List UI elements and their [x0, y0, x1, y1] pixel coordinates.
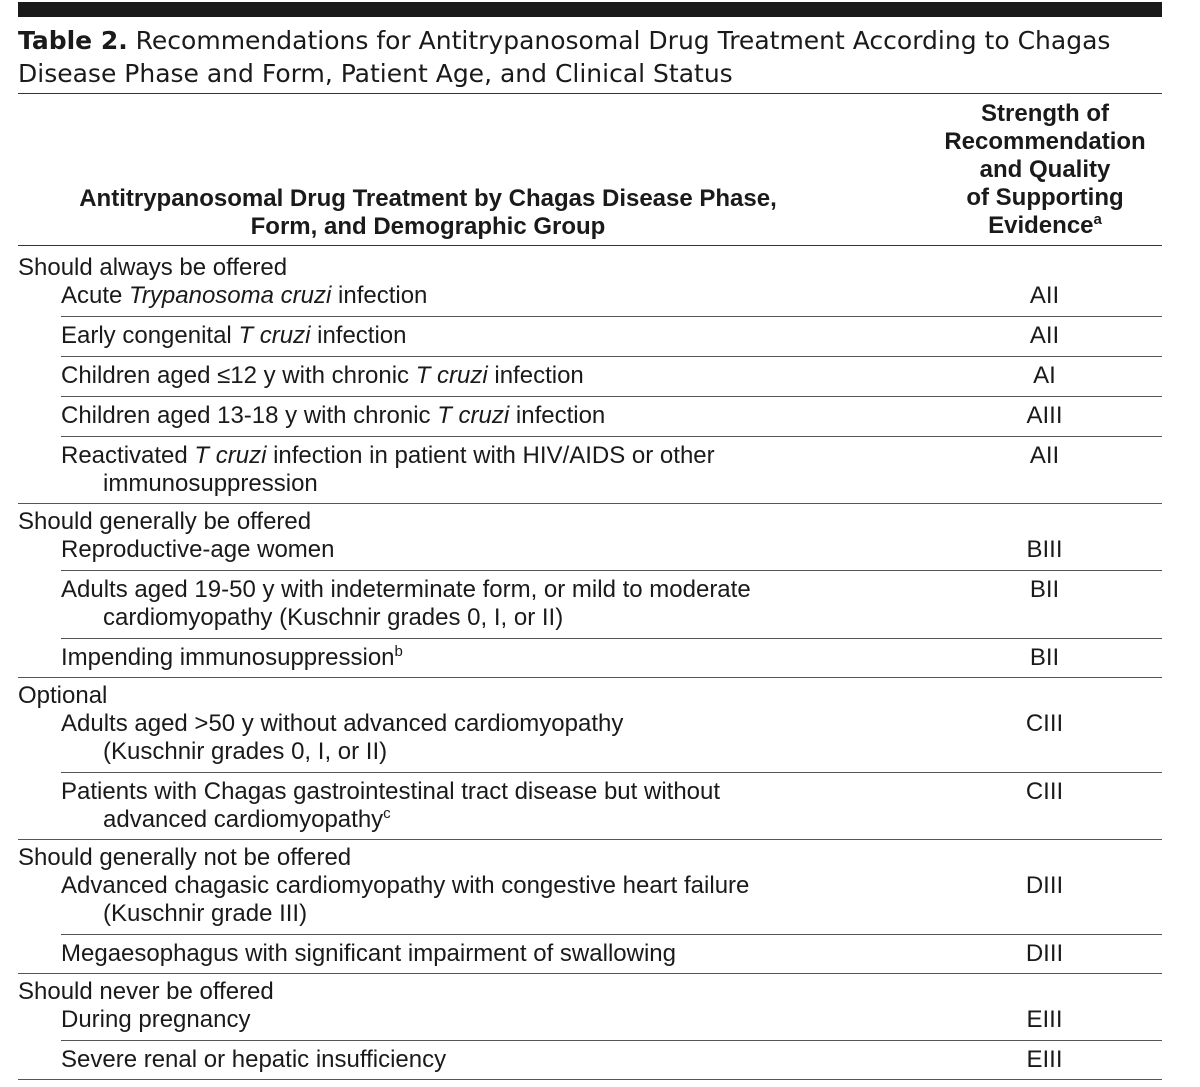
row-label-line — [61, 940, 676, 967]
row-label-text: Early congenital — [61, 322, 239, 349]
recommendation-grade: CIII — [1025, 710, 1064, 737]
column-header-strength-line: Strength of — [981, 100, 1109, 127]
row-label-text: Impending immunosuppression — [61, 644, 395, 671]
caption-text: Recommendations for Antitrypanosomal Drug Treatment According to Chagas Disease Phase and Form, Patient Age, and Clinical Status — [18, 26, 1111, 88]
caption-label: Table 2. — [18, 26, 128, 55]
row-label-text: Children aged ≤12 y with chronic — [61, 362, 416, 389]
column-header-strength-line: Recommendation — [944, 128, 1146, 155]
group-title: Should generally be offered — [18, 508, 312, 535]
row-label-text: Children aged 13-18 y with chronic — [61, 402, 438, 429]
row-label-text: infection — [310, 322, 407, 349]
row-label-text: advanced cardiomyopathy — [103, 806, 384, 833]
group-divider — [18, 1079, 1162, 1080]
footnote-marker: c — [383, 805, 391, 822]
row-label-text: Reproductive-age women — [61, 536, 335, 563]
table-row-label — [61, 1006, 881, 1034]
recommendation-grade: BII — [1029, 576, 1060, 603]
row-divider — [61, 772, 1162, 773]
row-divider — [61, 316, 1162, 317]
row-label-text: Reactivated — [61, 442, 195, 469]
row-label-line — [61, 710, 623, 737]
column-header-strength-text: Evidence — [988, 212, 1094, 239]
row-label-italic: T cruzi — [194, 442, 267, 469]
recommendation-grade: AII — [1029, 282, 1060, 309]
column-header-strength — [928, 100, 1162, 240]
table-header — [18, 100, 1162, 245]
column-header-strength-line: and Quality — [979, 156, 1111, 183]
row-divider — [61, 934, 1162, 935]
group-divider — [18, 677, 1162, 678]
recommendation-grade: DIII — [1025, 940, 1064, 967]
row-label-text: Adults aged >50 y without advanced cardiomyopathy — [61, 710, 624, 737]
row-divider — [61, 570, 1162, 571]
row-label-text: infection — [331, 282, 428, 309]
table-caption — [18, 24, 1162, 90]
column-header-treatment-line: Antitrypanosomal Drug Treatment by Chagas Disease Phase, — [79, 185, 777, 212]
column-header-treatment — [18, 185, 838, 241]
row-label-text: infection in patient with HIV/AIDS or other — [266, 442, 715, 469]
row-label-line — [61, 1046, 446, 1073]
row-label-text: (Kuschnir grade III) — [103, 900, 308, 927]
column-header-treatment-line: Form, and Demographic Group — [250, 213, 606, 240]
row-label-line — [61, 1006, 250, 1033]
row-label-continuation — [61, 900, 881, 928]
group-title: Optional — [18, 682, 108, 709]
table-row-label — [61, 1046, 881, 1074]
recommendation-grade: AI — [1033, 362, 1056, 389]
row-label-line — [61, 442, 715, 469]
group-title: Should never be offered — [18, 978, 274, 1005]
row-divider — [61, 1040, 1162, 1041]
recommendation-grade: EIII — [1026, 1006, 1063, 1033]
recommendation-grade: AII — [1029, 322, 1060, 349]
row-label-text: During pregnancy — [61, 1006, 251, 1033]
row-label-continuation — [61, 604, 881, 632]
row-label-text: Severe renal or hepatic insufficiency — [61, 1046, 447, 1073]
table-row-label — [61, 322, 881, 350]
recommendation-grade: CIII — [1025, 778, 1064, 805]
row-label-line — [61, 322, 407, 349]
row-label-text: Advanced chagasic cardiomyopathy with congestive heart failure — [61, 872, 750, 899]
row-label-italic: Trypanosoma cruzi — [129, 282, 332, 309]
row-label-continuation — [61, 470, 881, 498]
row-label-text: Megaesophagus with significant impairment of swallowing — [61, 940, 676, 967]
row-label-line — [61, 536, 334, 563]
recommendation-grade: BIII — [1026, 536, 1063, 563]
top-rule-bar — [18, 2, 1162, 17]
table-row-label — [61, 872, 881, 928]
recommendation-grade: AII — [1029, 442, 1060, 469]
row-label-line — [61, 402, 605, 429]
header-divider — [18, 245, 1162, 246]
recommendation-grade: BII — [1029, 644, 1060, 671]
group-title: Should always be offered — [18, 254, 288, 281]
row-label-continuation — [61, 806, 881, 834]
group-divider — [18, 839, 1162, 840]
footnote-marker: a — [1093, 211, 1102, 228]
row-label-text: immunosuppression — [103, 470, 318, 497]
column-header-strength-line: of Supporting — [966, 184, 1124, 211]
row-divider — [61, 356, 1162, 357]
table-row-label — [61, 576, 881, 632]
recommendation-grade: EIII — [1026, 1046, 1063, 1073]
table-row-label — [61, 362, 881, 390]
row-label-italic: T cruzi — [415, 362, 488, 389]
table-row-label — [61, 778, 881, 834]
row-label-text: infection — [487, 362, 584, 389]
group-divider — [18, 973, 1162, 974]
group-divider — [18, 503, 1162, 504]
row-label-text: (Kuschnir grades 0, I, or II) — [103, 738, 388, 765]
row-label-text: Adults aged 19-50 y with indeterminate form, or mild to moderate — [61, 576, 751, 603]
table-row-label — [61, 442, 881, 498]
group-title: Should generally not be offered — [18, 844, 352, 871]
row-divider — [61, 436, 1162, 437]
row-divider — [61, 638, 1162, 639]
table-row-label — [61, 282, 881, 310]
row-label-text: cardiomyopathy (Kuschnir grades 0, I, or II) — [103, 604, 564, 631]
row-label-text: Patients with Chagas gastrointestinal tract disease but without — [61, 778, 721, 805]
row-divider — [61, 396, 1162, 397]
column-header-strength-line — [928, 212, 1162, 240]
row-label-italic: T cruzi — [238, 322, 311, 349]
table-row-label — [61, 940, 881, 968]
table-row-label — [61, 536, 881, 564]
row-label-line — [61, 282, 427, 309]
row-label-line — [61, 778, 720, 805]
row-label-text: Acute — [61, 282, 130, 309]
caption-divider — [18, 93, 1162, 94]
row-label-line — [61, 362, 584, 389]
recommendation-grade: AIII — [1026, 402, 1063, 429]
row-label-line — [61, 644, 403, 671]
row-label-text: infection — [509, 402, 606, 429]
row-label-line — [61, 576, 751, 603]
table-row-label — [61, 402, 881, 430]
row-label-continuation — [61, 738, 881, 766]
footnote-marker: b — [394, 643, 403, 660]
row-label-line — [61, 872, 749, 899]
table-row-label — [61, 644, 881, 672]
row-label-italic: T cruzi — [437, 402, 510, 429]
recommendation-grade: DIII — [1025, 872, 1064, 899]
table-row-label — [61, 710, 881, 766]
